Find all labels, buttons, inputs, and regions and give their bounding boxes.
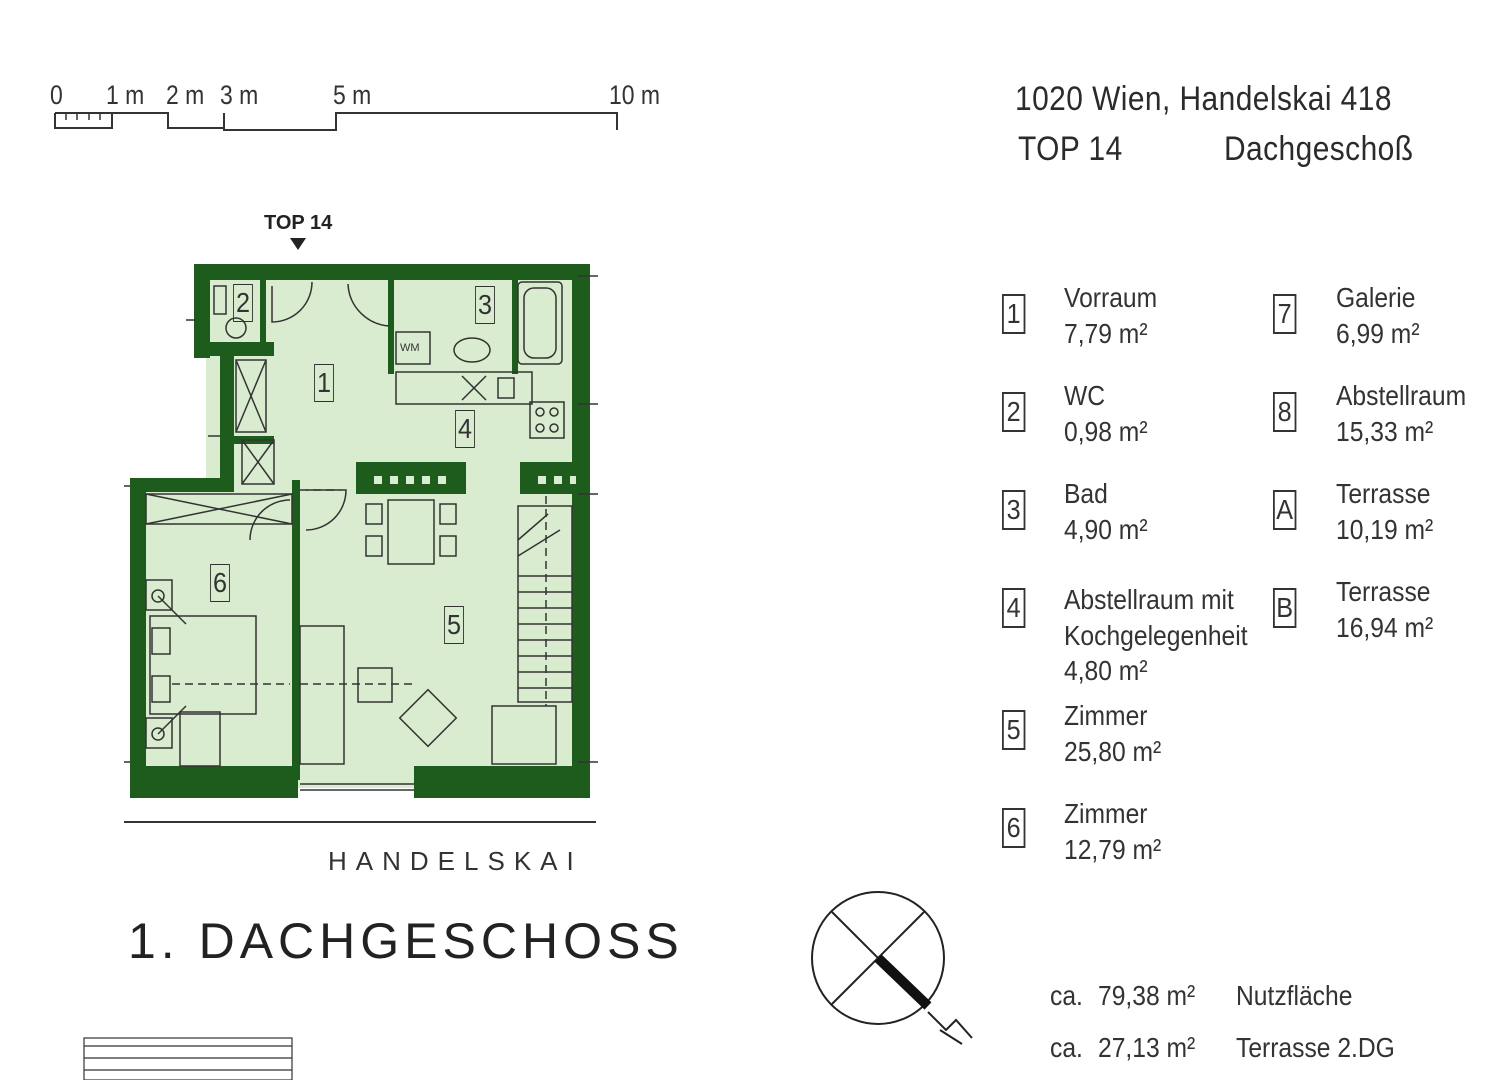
total-label: Nutzfläche [1236,980,1353,1011]
plan-room-label: 2 [233,284,253,322]
legend-room-name: Abstellraum [1336,380,1467,411]
scale-label: 2 m [166,80,205,110]
total-area: 27,13 m² [1098,1032,1196,1063]
legend-room-name: Galerie [1336,282,1416,313]
legend-room-area: 6,99 m² [1336,318,1420,349]
legend-room-name: Vorraum [1064,282,1158,313]
plan-room-label: 6 [210,564,230,602]
legend-room-name: Zimmer [1064,700,1148,731]
legend-room-area: 10,19 m² [1336,514,1434,545]
legend-room-number: 7 [1273,294,1296,334]
legend-room-number: B [1273,588,1296,628]
street-name: HANDELSKAI [328,846,583,876]
scale-bar [55,113,617,130]
plan-room-label: 3 [475,286,495,324]
legend-room-name: Zimmer [1064,798,1148,829]
legend-room-name: Abstellraum mit [1064,584,1234,615]
scale-label: 3 m [220,80,259,110]
scale-label: 1 m [106,80,145,110]
legend-room-number: 6 [1002,808,1025,848]
plan-room-label: 1 [314,364,334,402]
legend-room-area: 4,90 m² [1064,514,1148,545]
total-prefix: ca. [1050,980,1083,1011]
address: 1020 Wien, Handelskai 418 [1015,80,1392,118]
legend-room-number: 3 [1002,490,1025,530]
unit-number: TOP 14 [1018,130,1123,168]
total-prefix: ca. [1050,1032,1083,1063]
legend-room-area: 15,33 m² [1336,416,1434,447]
entrance-arrow-icon [290,238,306,250]
legend-room-area: 12,79 m² [1064,834,1162,865]
scale-label: 0 [50,80,63,110]
scale-label: 10 m [609,80,661,110]
floor-title: 1. DACHGESCHOSS [128,913,684,969]
washing-machine-label: WM [400,342,420,354]
total-label: Terrasse 2.DG [1236,1032,1395,1063]
legend-room-name: Kochgelegenheit [1064,620,1248,651]
legend-room-number: 2 [1002,392,1025,432]
scale-label: 5 m [333,80,372,110]
legend-room-number: 1 [1002,294,1025,334]
legend-room-area: 16,94 m² [1336,612,1434,643]
legend-room-area: 25,80 m² [1064,736,1162,767]
legend-room-name: Terrasse [1336,576,1431,607]
legend-room-number: 5 [1002,710,1025,750]
legend-room-number: 4 [1002,588,1025,628]
total-area: 79,38 m² [1098,980,1196,1011]
section-sketch [84,1038,292,1080]
legend-room-area: 0,98 m² [1064,416,1148,447]
legend-room-name: WC [1064,380,1106,411]
legend-room-area: 7,79 m² [1064,318,1148,349]
legend-room-name: Bad [1064,478,1108,509]
floor-name: Dachgeschoß [1224,130,1414,168]
north-arrow-icon [812,892,972,1044]
legend-room-number: 8 [1273,392,1296,432]
legend-room-area: 4,80 m² [1064,655,1148,686]
legend-room-name: Terrasse [1336,478,1431,509]
legend-room-number: A [1273,490,1296,530]
plan-room-label: 5 [444,606,464,644]
entrance-label: TOP 14 [264,212,333,234]
plan-room-label: 4 [455,410,475,448]
